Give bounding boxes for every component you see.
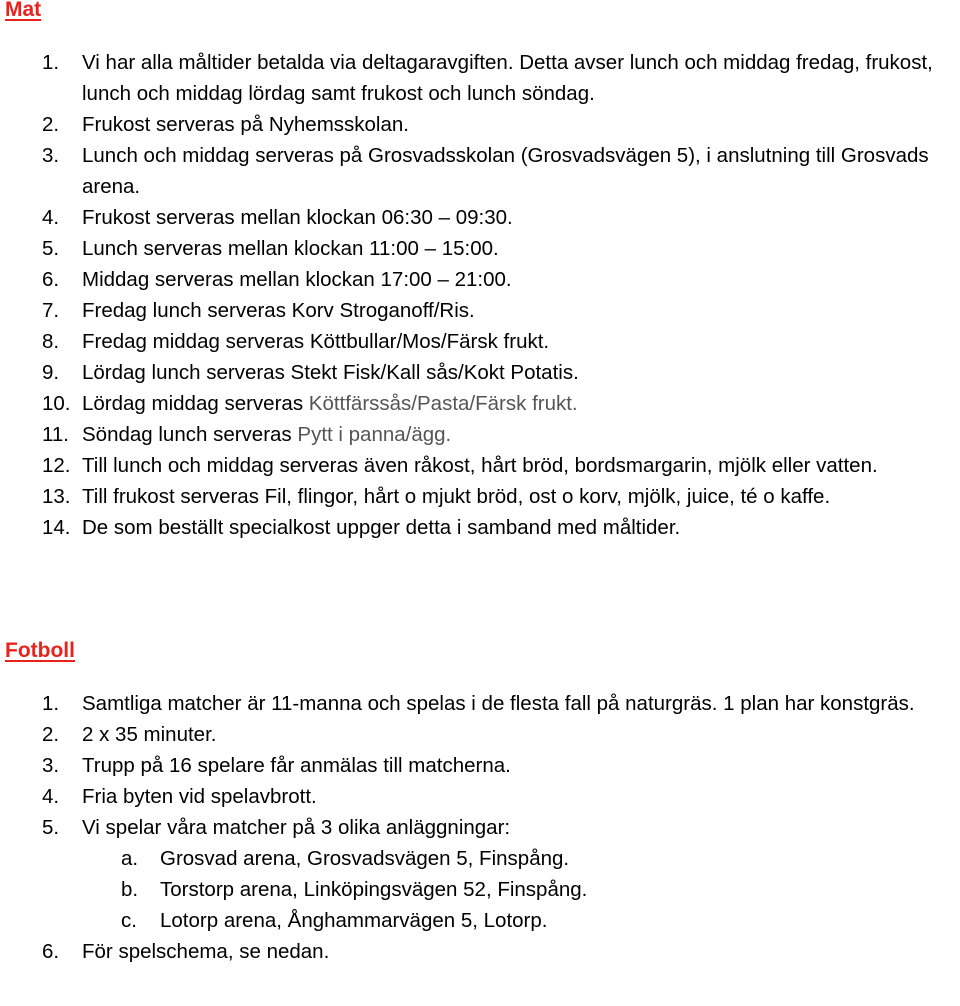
list-item <box>0 357 960 388</box>
sub-list-item <box>0 905 960 936</box>
mat-list <box>0 47 960 543</box>
item-text: Fredag middag serveras Köttbullar/Mos/Färsk frukt. <box>82 330 550 353</box>
item-text: Lunch och middag serveras på Grosvadsskolan (Grosvadsvägen 5), i anslutning till Grosvads arena. <box>82 144 929 198</box>
item-text: Fredag lunch serveras Korv Stroganoff/Ris. <box>82 299 475 322</box>
item-text: Samtliga matcher är 11-manna och spelas i de flesta fall på naturgräs. 1 plan har konstgräs. <box>82 692 915 715</box>
section-heading-fotboll: Fotboll <box>5 639 75 662</box>
list-item <box>0 388 960 419</box>
list-item <box>0 233 960 264</box>
item-text: Lunch serveras mellan klockan 11:00 – 15:00. <box>82 237 499 260</box>
item-number: 3. <box>42 754 60 777</box>
item-text <box>82 388 960 419</box>
item-text <box>82 419 960 450</box>
item-text-menu: Köttfärssås/Pasta/Färsk frukt. <box>308 392 578 415</box>
list-item <box>0 781 960 812</box>
item-text-main: Lördag middag serveras <box>82 392 309 415</box>
item-text: Till frukost serveras Fil, flingor, hårt o mjukt bröd, ost o korv, mjölk, juice, té o kaffe. <box>82 485 831 508</box>
list-item <box>0 47 960 109</box>
item-number: 5. <box>42 816 60 839</box>
list-item <box>0 512 960 543</box>
list-item <box>0 812 960 843</box>
list-item <box>0 481 960 512</box>
sub-list-item <box>0 843 960 874</box>
list-item <box>0 936 960 967</box>
list-item <box>0 719 960 750</box>
list-item <box>0 450 960 481</box>
item-number: 4. <box>42 206 60 229</box>
item-number: 6. <box>42 940 60 963</box>
item-text: Vi spelar våra matcher på 3 olika anläggningar: <box>82 816 511 839</box>
item-text: De som beställt specialkost uppger detta i samband med måltider. <box>82 516 681 539</box>
item-text: 2 x 35 minuter. <box>82 723 217 746</box>
item-number: 9. <box>42 361 60 384</box>
item-text: Frukost serveras mellan klockan 06:30 – 09:30. <box>82 206 513 229</box>
list-item <box>0 140 960 202</box>
fotboll-list <box>0 688 960 967</box>
item-number: 11. <box>42 423 69 446</box>
item-number: 10. <box>42 392 71 415</box>
item-text: Till lunch och middag serveras även råkost, hårt bröd, bordsmargarin, mjölk eller vatten. <box>82 454 878 477</box>
list-item <box>0 264 960 295</box>
sub-item-letter: a. <box>121 847 139 870</box>
list-item <box>0 295 960 326</box>
item-text: För spelschema, se nedan. <box>82 940 330 963</box>
sub-item-letter: b. <box>121 878 139 901</box>
list-item <box>0 688 960 719</box>
item-number: 12. <box>42 454 71 477</box>
item-text: Lördag lunch serveras Stekt Fisk/Kall sås/Kokt Potatis. <box>82 361 579 384</box>
item-text-main: Söndag lunch serveras <box>82 423 298 446</box>
item-number: 1. <box>42 692 60 715</box>
item-number: 14. <box>42 516 71 539</box>
sub-list-item <box>0 874 960 905</box>
item-number: 3. <box>42 144 60 167</box>
list-item <box>0 419 960 450</box>
section-heading-mat: Mat <box>5 0 42 21</box>
item-number: 8. <box>42 330 60 353</box>
item-number: 2. <box>42 113 60 136</box>
item-text-menu: Pytt i panna/ägg. <box>297 423 452 446</box>
item-number: 7. <box>42 299 60 322</box>
item-number: 1. <box>42 51 60 74</box>
item-text: Middag serveras mellan klockan 17:00 – 21:00. <box>82 268 512 291</box>
list-item <box>0 109 960 140</box>
sub-item-text: Lotorp arena, Ånghammarvägen 5, Lotorp. <box>160 909 548 932</box>
sub-item-text: Grosvad arena, Grosvadsvägen 5, Finspång. <box>160 847 570 870</box>
item-text: Frukost serveras på Nyhemsskolan. <box>82 113 409 136</box>
item-text: Trupp på 16 spelare får anmälas till matcherna. <box>82 754 511 777</box>
item-text: Vi har alla måltider betalda via deltagaravgiften. Detta avser lunch och middag fredag, frukost, lunch och middag lördag samt frukost och lunch söndag. <box>82 51 933 105</box>
sub-item-text: Torstorp arena, Linköpingsvägen 52, Finspång. <box>160 878 588 901</box>
list-item <box>0 750 960 781</box>
list-item <box>0 202 960 233</box>
item-number: 5. <box>42 237 60 260</box>
sub-item-letter: c. <box>121 909 137 932</box>
item-number: 13. <box>42 485 71 508</box>
item-number: 6. <box>42 268 60 291</box>
list-item <box>0 326 960 357</box>
item-number: 2. <box>42 723 60 746</box>
item-number: 4. <box>42 785 60 808</box>
item-text: Fria byten vid spelavbrott. <box>82 785 317 808</box>
